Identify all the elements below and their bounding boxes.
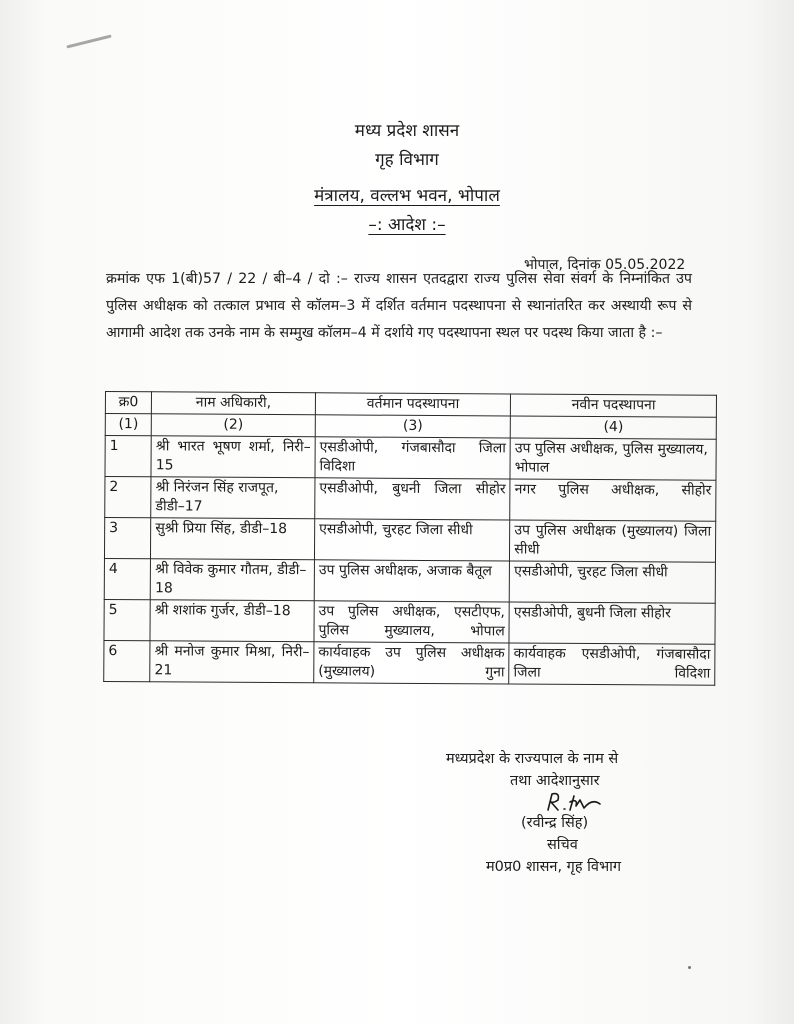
header-name: नाम अधिकारी, xyxy=(152,392,316,415)
order-heading: –: आदेश :– xyxy=(368,215,446,235)
cell-sno: 6 xyxy=(104,640,150,681)
header-current-posting: वर्तमान पदस्थापना xyxy=(315,393,510,416)
cell-current-posting: कार्यवाहक उप पुलिस अधीक्षक (मुख्यालय) गुना xyxy=(314,642,510,684)
authority-line: मध्यप्रदेश के राज्यपाल के नाम से xyxy=(446,751,619,767)
signatory-name: (रवीन्द्र सिंह) xyxy=(521,815,589,831)
order-line: तथा आदेशानुसार xyxy=(510,773,600,789)
cell-current-posting: उप पुलिस अधीक्षक, एसटीएफ, पुलिस मुख्यालय, भोपाल xyxy=(314,601,510,643)
order-text: क्रमांक एफ 1(बी)57 / 22 / बी–4 / दो :– राज्य शासन एतदद्वारा राज्य पुलिस सेवा संवर्ग के निम्नांकित उप पुलिस अधीक्षक को तत्काल प्रभाव से कॉलम–3 में दर्शित वर्तमान पदस्थापना से स्थानांतरित कर अस्थायी रूप से आगामी आदेश तक उनके नाम के सम्मुख कॉलम–4 में दर्शाये गए पदस्थापना स्थल पर पदस्थ किया जाता है :– xyxy=(106,271,692,341)
cell-sno: 3 xyxy=(104,518,150,559)
table-row xyxy=(104,558,715,603)
cell-current-posting: उप पुलिस अधीक्षक, अजाक बैतूल xyxy=(314,560,510,602)
cell-current-posting: एसडीओपी, बुधनी जिला सीहोर xyxy=(315,478,511,520)
cell-officer-name: श्री शशांक गुर्जर, डीडी–18 xyxy=(150,600,314,642)
transfer-table xyxy=(103,391,717,686)
cell-officer-name: श्री विवेक कुमार गौतम, डीडी–18 xyxy=(150,559,314,601)
cell-new-posting: कार्यवाहक एसडीओपी, गंजबासौदा जिला विदिशा xyxy=(509,643,715,685)
dateline: भोपाल, दिनांक 05.05.2022 xyxy=(524,257,686,273)
government-name: मध्य प्रदेश शासन xyxy=(354,121,460,141)
col-number: (2) xyxy=(151,414,315,437)
table-row xyxy=(105,477,716,522)
cell-new-posting: एसडीओपी, चुरहट जिला सीधी xyxy=(509,561,715,603)
signatory-designation: सचिव xyxy=(547,837,578,853)
cell-sno: 4 xyxy=(104,558,150,599)
table-row xyxy=(104,640,715,685)
header-sno: क्र0 xyxy=(105,392,151,414)
cell-new-posting: उप पुलिस अधीक्षक (मुख्यालय) जिला सीधी xyxy=(510,520,716,562)
page-speck xyxy=(688,966,691,969)
cell-officer-name: श्री भारत भूषण शर्मा, निरी–15 xyxy=(151,436,315,478)
cell-sno: 2 xyxy=(105,477,151,518)
department-name: गृह विभाग xyxy=(375,150,439,170)
cell-sno: 5 xyxy=(104,599,150,640)
col-number: (1) xyxy=(105,414,151,436)
table-row xyxy=(104,518,715,563)
pen-mark xyxy=(66,34,111,48)
cell-officer-name: श्री मनोज कुमार मिश्रा, निरी–21 xyxy=(150,641,314,683)
signatory-office: म0प्र0 शासन, गृह विभाग xyxy=(486,859,622,875)
col-number: (4) xyxy=(510,416,716,439)
cell-new-posting: उप पुलिस अधीक्षक, पुलिस मुख्यालय, भोपाल xyxy=(510,438,716,480)
cell-current-posting: एसडीओपी, चुरहट जिला सीधी xyxy=(314,519,510,561)
office-address: मंत्रालय, वल्लभ भवन, भोपाल xyxy=(314,186,500,206)
table-row xyxy=(104,599,715,644)
cell-officer-name: श्री निरंजन सिंह राजपूत, डीडी–17 xyxy=(151,477,315,519)
cell-current-posting: एसडीओपी, गंजबासौदा जिला विदिशा xyxy=(315,437,511,479)
col-number: (3) xyxy=(315,415,510,438)
table-row xyxy=(105,436,716,481)
cell-new-posting: एसडीओपी, बुधनी जिला सीहोर xyxy=(509,602,715,644)
cell-sno: 1 xyxy=(105,436,151,477)
cell-new-posting: नगर पुलिस अधीक्षक, सीहोर xyxy=(510,479,716,521)
header-new-posting: नवीन पदस्थापना xyxy=(511,394,717,417)
cell-officer-name: सुश्री प्रिया सिंह, डीडी–18 xyxy=(151,518,315,560)
